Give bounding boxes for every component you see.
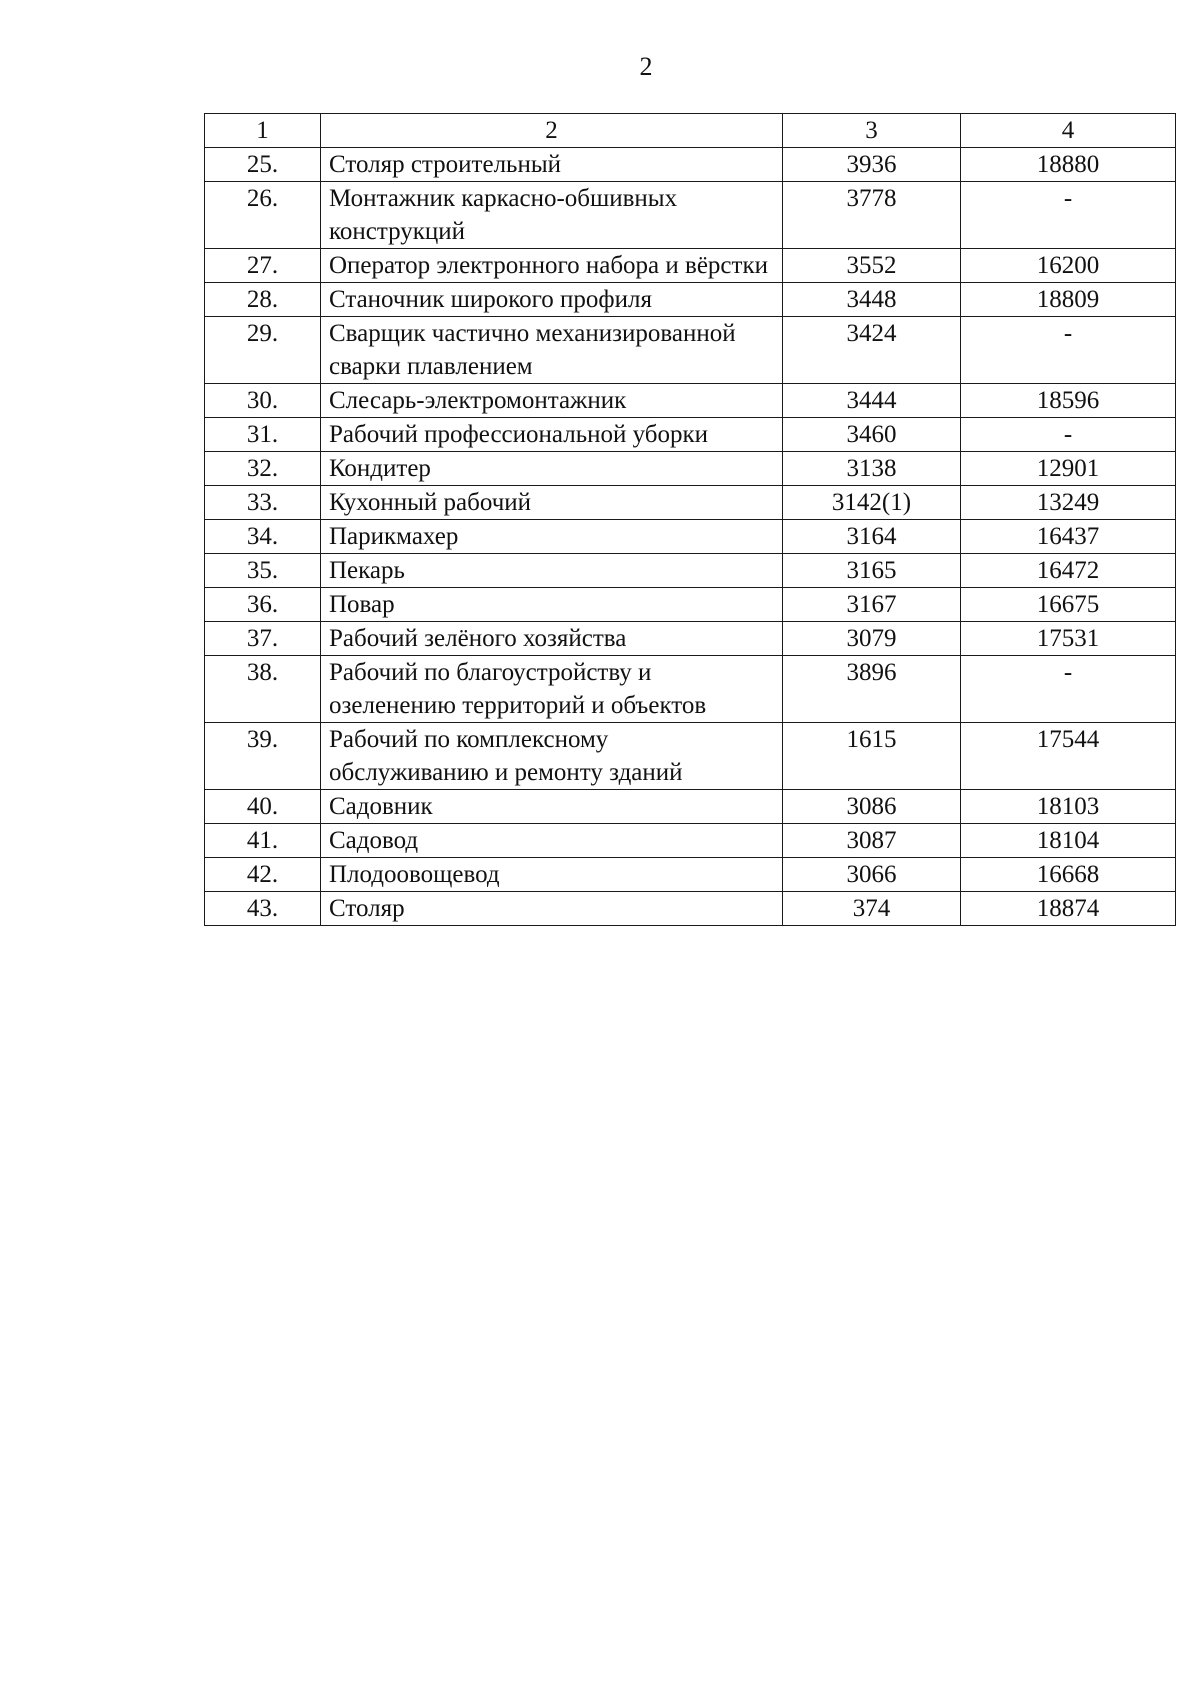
profession-name: Рабочий зелёного хозяйства [321,622,783,656]
table-row [205,520,1176,554]
row-number: 37. [205,622,321,656]
table-row [205,824,1176,858]
professions-table [204,113,1176,926]
profession-code: 3552 [783,249,961,283]
profession-code: 3066 [783,858,961,892]
table-row [205,283,1176,317]
table-row [205,486,1176,520]
etks-code: - [961,418,1176,452]
etks-code: 18809 [961,283,1176,317]
profession-name: Столяр [321,892,783,926]
row-number: 32. [205,452,321,486]
profession-code: 3164 [783,520,961,554]
profession-name: Парикмахер [321,520,783,554]
profession-code: 3444 [783,384,961,418]
etks-code: 16472 [961,554,1176,588]
row-number: 30. [205,384,321,418]
profession-name: Садовод [321,824,783,858]
profession-name: Слесарь-электромонтажник [321,384,783,418]
row-number: 28. [205,283,321,317]
column-header-2: 2 [321,114,783,148]
etks-code: 16200 [961,249,1176,283]
profession-code: 3448 [783,283,961,317]
etks-code: 17544 [961,723,1176,790]
row-number: 33. [205,486,321,520]
table-row [205,858,1176,892]
table-row [205,182,1176,249]
row-number: 26. [205,182,321,249]
profession-name: Станочник широкого профиля [321,283,783,317]
row-number: 39. [205,723,321,790]
profession-name: Пекарь [321,554,783,588]
etks-code: 13249 [961,486,1176,520]
profession-name: Плодоовощевод [321,858,783,892]
table-body [205,148,1176,926]
profession-name: Рабочий профессиональной уборки [321,418,783,452]
etks-code: 17531 [961,622,1176,656]
etks-code: 12901 [961,452,1176,486]
profession-name: Сварщик частично механизированной сварки плавлением [321,317,783,384]
profession-code: 374 [783,892,961,926]
etks-code: 16668 [961,858,1176,892]
profession-code: 1615 [783,723,961,790]
row-number: 38. [205,656,321,723]
table-row [205,249,1176,283]
table-row [205,384,1176,418]
table-row [205,554,1176,588]
etks-code: 18104 [961,824,1176,858]
profession-code: 3142(1) [783,486,961,520]
table-row [205,790,1176,824]
row-number: 25. [205,148,321,182]
etks-code: - [961,317,1176,384]
profession-code: 3165 [783,554,961,588]
profession-code: 3138 [783,452,961,486]
column-header-3: 3 [783,114,961,148]
profession-code: 3896 [783,656,961,723]
row-number: 31. [205,418,321,452]
profession-name: Рабочий по комплексному обслуживанию и ремонту зданий [321,723,783,790]
profession-code: 3460 [783,418,961,452]
row-number: 43. [205,892,321,926]
etks-code: - [961,182,1176,249]
column-header-4: 4 [961,114,1176,148]
column-header-1: 1 [205,114,321,148]
etks-code: - [961,656,1176,723]
profession-name: Кухонный рабочий [321,486,783,520]
profession-code: 3936 [783,148,961,182]
profession-code: 3086 [783,790,961,824]
row-number: 35. [205,554,321,588]
profession-name: Садовник [321,790,783,824]
row-number: 41. [205,824,321,858]
row-number: 42. [205,858,321,892]
profession-name: Столяр строительный [321,148,783,182]
profession-name: Оператор электронного набора и вёрстки [321,249,783,283]
table-row [205,656,1176,723]
profession-code: 3087 [783,824,961,858]
etks-code: 18103 [961,790,1176,824]
profession-name: Рабочий по благоустройству и озеленению территорий и объектов [321,656,783,723]
etks-code: 16675 [961,588,1176,622]
page-number: 2 [639,52,653,81]
profession-name: Повар [321,588,783,622]
etks-code: 16437 [961,520,1176,554]
etks-code: 18874 [961,892,1176,926]
profession-code: 3424 [783,317,961,384]
profession-name: Монтажник каркасно-обшивных конструкций [321,182,783,249]
table-row [205,723,1176,790]
table-header-row [205,114,1176,148]
profession-name: Кондитер [321,452,783,486]
table-row [205,588,1176,622]
table-row [205,452,1176,486]
table-row [205,622,1176,656]
row-number: 27. [205,249,321,283]
row-number: 36. [205,588,321,622]
etks-code: 18596 [961,384,1176,418]
table-row [205,148,1176,182]
etks-code: 18880 [961,148,1176,182]
profession-code: 3079 [783,622,961,656]
table-row [205,418,1176,452]
table-row [205,892,1176,926]
row-number: 29. [205,317,321,384]
row-number: 40. [205,790,321,824]
table-row [205,317,1176,384]
profession-code: 3778 [783,182,961,249]
row-number: 34. [205,520,321,554]
profession-code: 3167 [783,588,961,622]
